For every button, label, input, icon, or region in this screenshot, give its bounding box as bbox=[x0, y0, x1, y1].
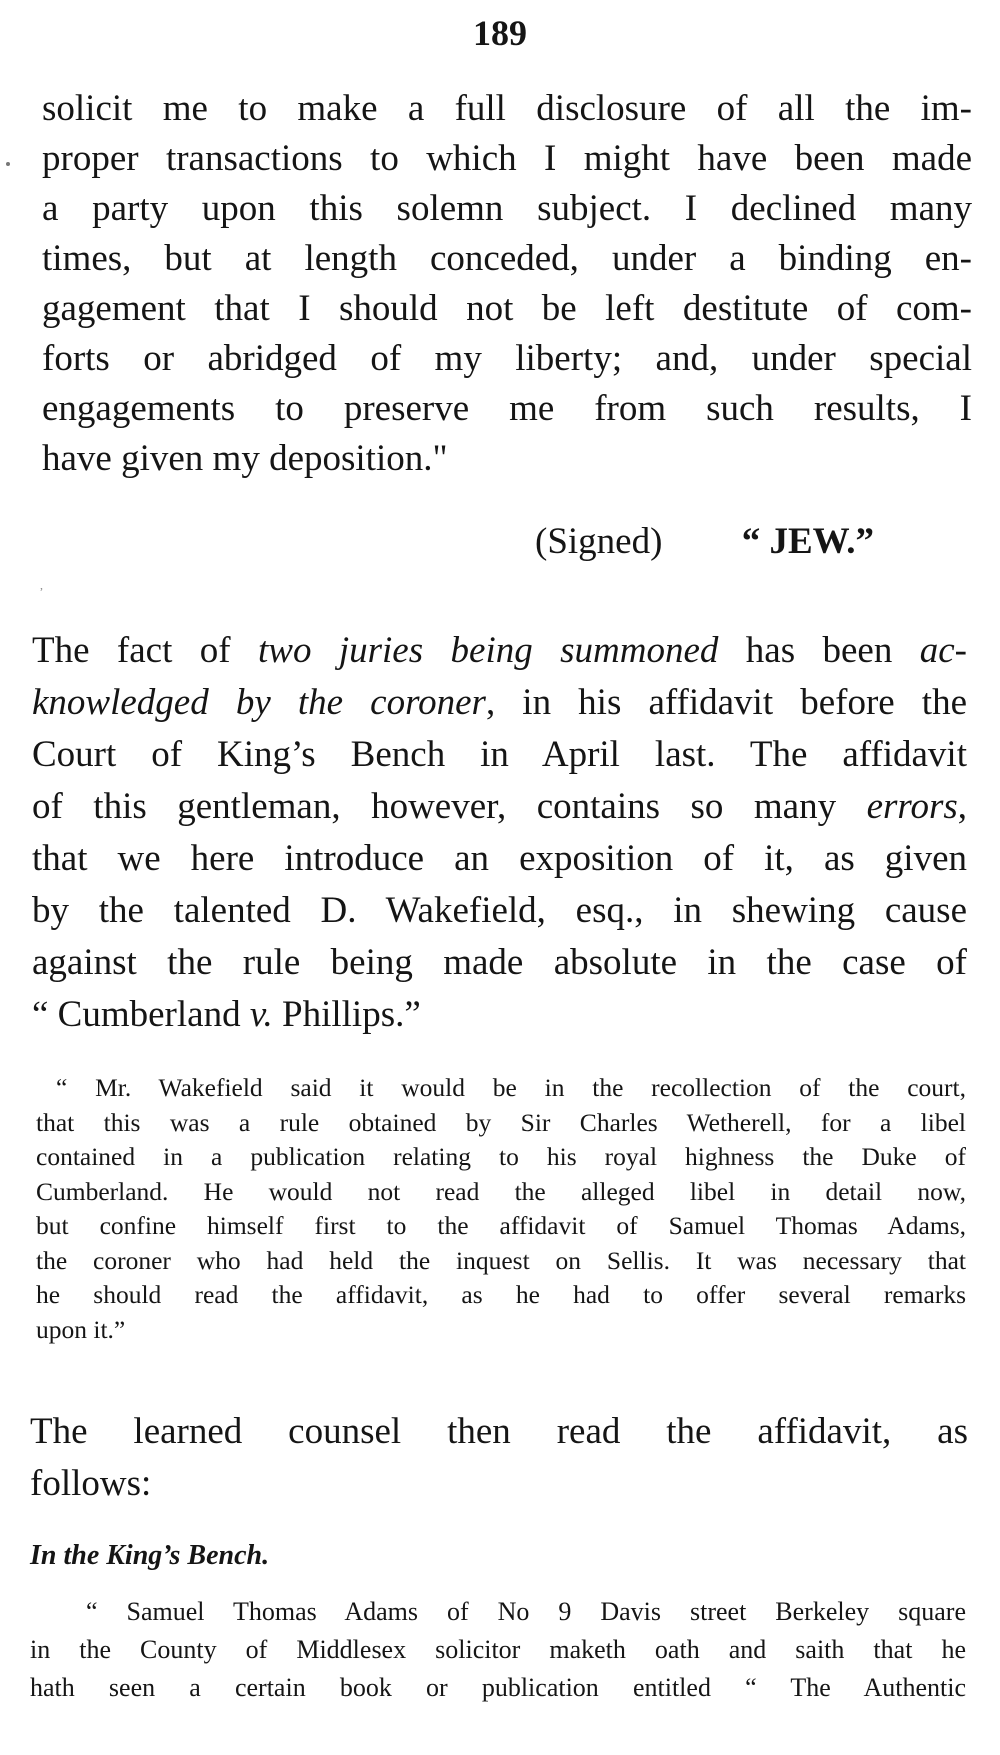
text-line: proper transactions to which I might have been made bbox=[42, 138, 972, 179]
signatory-name: “ JEW.” bbox=[741, 521, 874, 562]
text-line: that this was a rule obtained by Sir Charles Wetherell, for a libel bbox=[36, 1107, 966, 1137]
text-line: of this gentleman, however, contains so many errors, bbox=[32, 786, 967, 827]
coroner-paragraph bbox=[32, 625, 967, 1041]
text-line: “ Mr. Wakefield said it would be in the recollection of the court, bbox=[56, 1073, 966, 1102]
text-line: the coroner who had held the inquest on Sellis. It was necessary that bbox=[36, 1245, 966, 1275]
text-line: The learned counsel then read the affidavit, as bbox=[30, 1411, 968, 1452]
text-line: knowledged by the coroner, in his affidavit before the bbox=[32, 682, 968, 723]
court-heading: In the King’s Bench. bbox=[30, 1540, 270, 1571]
counsel-paragraph bbox=[30, 1406, 968, 1510]
signed-label: (Signed) bbox=[535, 521, 663, 562]
text-line: times, but at length conceded, under a binding en- bbox=[42, 238, 972, 279]
text-line: The fact of two juries being summoned has been ac- bbox=[32, 630, 967, 671]
affidavit-text bbox=[30, 1593, 966, 1707]
wakefield-quote bbox=[36, 1071, 966, 1347]
text-line: by the talented D. Wakefield, esq., in shewing cause bbox=[32, 890, 967, 931]
text-line: Court of King’s Bench in April last. The affidavit bbox=[32, 734, 967, 775]
text-line: he should read the affidavit, as he had to offer several remarks bbox=[36, 1280, 966, 1309]
text-line: engagements to preserve me from such results, I bbox=[42, 388, 972, 429]
text-line: contained in a publication relating to his royal highness the Duke of bbox=[36, 1142, 966, 1171]
text-line: solicit me to make a full disclosure of all the im- bbox=[42, 88, 972, 129]
print-speck bbox=[6, 162, 10, 166]
text-line: hath seen a certain book or publication entitled “ The Authentic bbox=[30, 1673, 966, 1702]
text-line: but confine himself first to the affidavit of Samuel Thomas Adams, bbox=[36, 1211, 966, 1240]
page-number: 189 bbox=[473, 13, 527, 53]
text-line: that we here introduce an exposition of it, as given bbox=[32, 838, 967, 879]
text-line: in the County of Middlesex solicitor maketh oath and saith that he bbox=[30, 1635, 966, 1664]
text-line: forts or abridged of my liberty; and, under special bbox=[42, 338, 972, 379]
text-line: have given my deposition." bbox=[42, 438, 448, 479]
text-line: follows: bbox=[30, 1463, 152, 1504]
text-line: a party upon this solemn subject. I declined many bbox=[42, 188, 972, 229]
deposition-paragraph bbox=[42, 84, 972, 484]
text-line: upon it.” bbox=[36, 1314, 126, 1344]
signature-line bbox=[535, 520, 874, 563]
text-line: Cumberland. He would not read the alleged libel in detail now, bbox=[36, 1176, 966, 1206]
text-line: “ Cumberland v. Phillips.” bbox=[32, 994, 421, 1035]
print-mark: , bbox=[40, 578, 43, 592]
text-line: against the rule being made absolute in the case of bbox=[32, 942, 967, 983]
text-line: gagement that I should not be left destitute of com- bbox=[42, 288, 972, 329]
text-line: “ Samuel Thomas Adams of No 9 Davis street Berkeley square bbox=[86, 1597, 966, 1626]
